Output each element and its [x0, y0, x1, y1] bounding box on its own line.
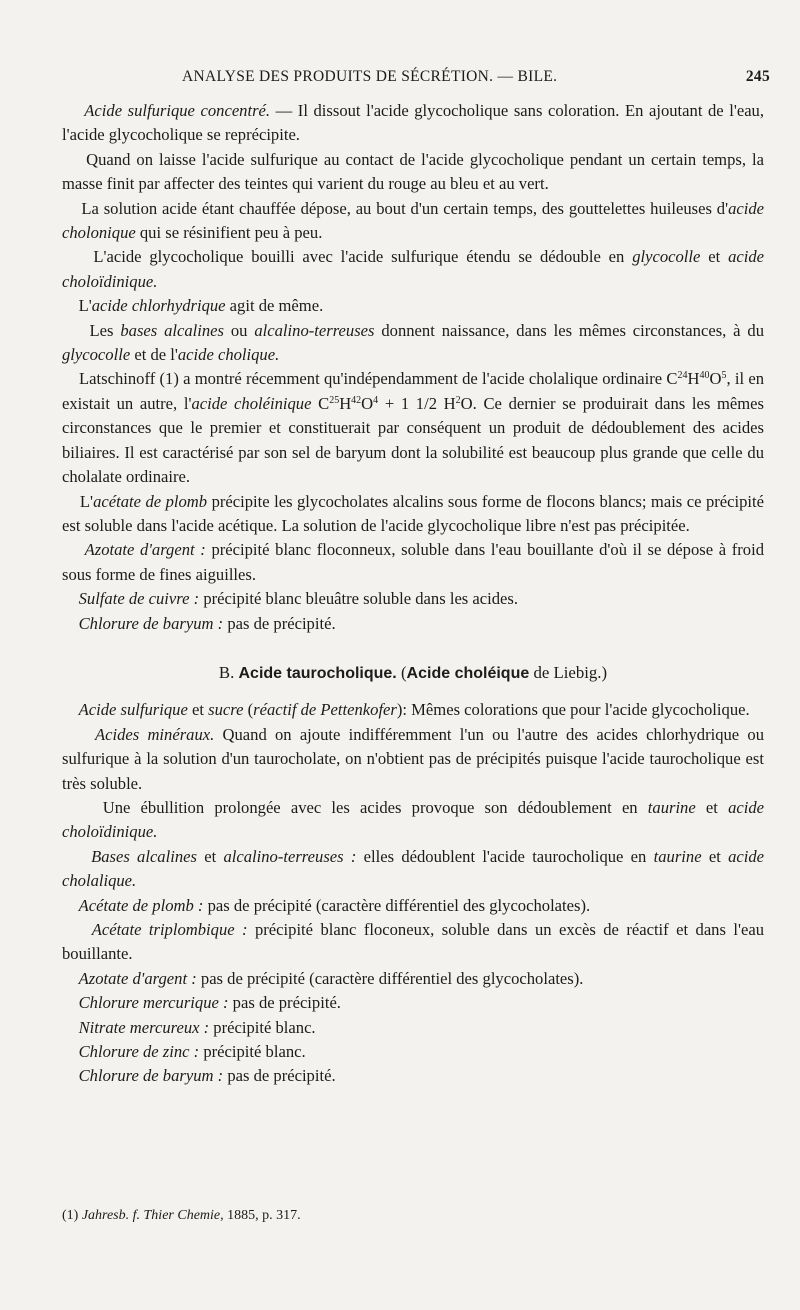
term: Nitrate mercureux : [78, 1017, 210, 1037]
term: Acétate triplombique : [91, 920, 248, 939]
paragraph-boiled: L'acide glycocholique bouilli avec l'acide sulfurique étendu se dédouble en glycocolle et acide choloïdinique. [62, 247, 764, 291]
term: Acides minéraux. [94, 724, 215, 744]
term: Chlorure de baryum : [78, 613, 224, 633]
paragraph-bases: Les bases alcalines ou alcalino-terreuses donnent naissance, dans les mêmes circonstances, à du glycocolle et de l'acide cholique. [62, 320, 765, 365]
footnote-marker: (1) [62, 1208, 79, 1223]
page-body [62, 99, 764, 1089]
paragraph-silver-nitrate: Azotate d'argent : précipité blanc floconneux, soluble dans l'eau bouillante d'où il se dépose à froid sous forme de fines aiguilles. [62, 540, 765, 584]
term: alcalino-terreuses [254, 320, 375, 340]
paragraph-barium-chloride: Chlorure de baryum : pas de précipité. [78, 613, 336, 633]
term: Acide sulfurique [78, 700, 188, 720]
term: Azotate d'argent : [84, 540, 206, 560]
paragraph-sulfuric-contact: Quand on laisse l'acide sulfurique au contact de l'acide glycocholique pendant un certain temps, la masse finit par affecter des teintes qui varient du rouge au bleu et au vert. [62, 149, 764, 194]
term: taurine [653, 846, 702, 866]
term: acide cholonique [62, 198, 764, 243]
running-header [60, 68, 770, 90]
paragraph-alkaline-bases: Bases alcalines et alcalino-terreuses : elles dédoublent l'acide taurocholique en taurine et acide cholalique. [62, 846, 765, 891]
page-number: 245 [745, 68, 770, 85]
term: Sulfate de cuivre : [78, 589, 200, 609]
term: Azotate d'argent : [78, 968, 197, 988]
paragraph-silver-nitrate-b: Azotate d'argent : pas de précipité (caractère différentiel des glycocholates). [78, 968, 584, 988]
term: Acétate de plomb : [78, 895, 204, 915]
paragraph-mercuric-chloride: Chlorure mercurique : pas de précipité. [78, 993, 341, 1013]
term: acide choloïdinique. [62, 797, 764, 842]
paragraph-heated-solution: La solution acide étant chauffée dépose, au bout d'un certain temps, des gouttelettes huileuses d'acide cholonique qui se résinifient peu à peu. [62, 198, 764, 243]
term: glycocolle [632, 247, 701, 267]
paragraph-latschinoff: Latschinoff (1) a montré récemment qu'indépendamment de l'acide cholalique ordinaire $C^{24}H^{40}O^5$, il en existait un autre, l'acide choléinique $C^{25}H^{42}O^4 + 1$ 1/2 $H^2O$. Ce dernier se produirait dans les mêmes circonstances que le premier et constituerait par conséquent un produit de dédoublement des acides biliaires. Il est caractérisé par son sel de baryum dont la solubilité est beaucoup plus grande que celle du cholalate ordinaire. [62, 369, 765, 487]
paragraph-ebullition: Une ébullition prolongée avec les acides provoque son dédoublement en taurine et acide choloïdinique. [62, 797, 764, 842]
term: Bases alcalines [91, 846, 197, 866]
term: bases alcalines [120, 320, 225, 340]
term: Chlorure de zinc : [78, 1042, 200, 1062]
term: acide cholalique. [62, 846, 765, 891]
paragraph-sulfuric-acid: Acide sulfurique concentré. — Il dissout l'acide glycocholique sans coloration. En ajoutant de l'eau, l'acide glycocholique se reprécipite. [62, 101, 765, 145]
paragraph-triplombic: Acétate triplombique : précipité blanc floconeux, soluble dans un excès de réactif et dans l'eau bouillante. [62, 920, 764, 964]
term: acide choloïdinique. [62, 247, 764, 291]
term: Chlorure de baryum : [78, 1066, 224, 1086]
paragraph-lead-acetate: L'acétate de plomb précipite les glycocholates alcalins sous forme de flocons blancs; mais ce précipité est soluble dans l'acide acétique. La solution de l'acide glycocholique libre n'est pas précipitée. [62, 491, 765, 535]
paragraph-hydrochloric: L'acide chlorhydrique agit de même. [78, 296, 324, 316]
running-title: ANALYSE DES PRODUITS DE SÉCRÉTION. — BILE. [182, 68, 558, 85]
footnote-source: Jahresb. f. Thier Chemie, [81, 1208, 224, 1223]
term: réactif de Pettenkofer [253, 700, 397, 720]
section-heading: B. Acide taurocholique. (Acide choléique de Liebig.) [218, 662, 608, 682]
paragraph-mercurous-nitrate: Nitrate mercureux : précipité blanc. [78, 1017, 316, 1037]
paragraph-lead-acetate-b: Acétate de plomb : pas de précipité (caractère différentiel des glycocholates). [78, 895, 591, 915]
paragraph-barium-chloride-b: Chlorure de baryum : pas de précipité. [78, 1066, 336, 1086]
term: Acide sulfurique concentré. [84, 101, 271, 120]
paragraph-zinc-chloride: Chlorure de zinc : précipité blanc. [78, 1042, 306, 1062]
term: acide chlorhydrique [91, 296, 226, 316]
term: sucre [208, 700, 244, 720]
term: acide cholique. [177, 345, 280, 365]
term: alcalino-terreuses : [223, 846, 357, 866]
term: acide choléinique [191, 393, 312, 413]
term: acétate de plomb [93, 491, 208, 511]
section-title: Acide taurocholique. [238, 664, 397, 682]
term: glycocolle [62, 345, 131, 365]
footnote: (1) Jahresb. f. Thier Chemie, 1885, p. 317. [62, 1208, 301, 1223]
term: taurine [647, 797, 696, 817]
paragraph-copper-sulfate: Sulfate de cuivre : précipité blanc bleuâtre soluble dans les acides. [78, 589, 519, 609]
paragraph-mineral-acids: Acides minéraux. Quand on ajoute indifféremment l'un ou l'autre des acides chlorhydrique ou sulfurique à la solution d'un taurocholate, on n'obtient pas de précipités puisque l'acide taurocholique est très soluble. [62, 724, 764, 793]
paragraph-pettenkofer: Acide sulfurique et sucre (réactif de Pettenkofer): Mêmes colorations que pour l'acide glycocholique. [78, 700, 750, 720]
term: Chlorure mercurique : [78, 993, 229, 1013]
